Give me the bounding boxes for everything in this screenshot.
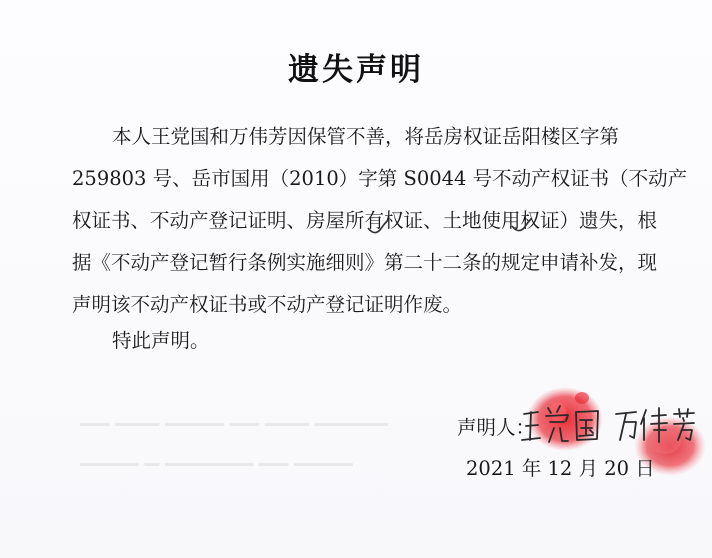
declaration-body	[72, 116, 688, 326]
declaration-date: 2021 年 12 月 20 日	[466, 457, 655, 480]
show-through-text: ▔▔ ▔▔▔ ▔▔▔▔ ▔▔ ▔▔▔ ▔▔▔▔▔ ▔▔▔▔ ▔ ▔▔▔▔▔▔ ▔▔ ▔▔▔▔	[80, 424, 388, 486]
body-line-4: 据《不动产登记暂行条例实施细则》第二十二条的规定申请补发，现	[72, 251, 658, 274]
handwritten-signature	[518, 394, 698, 454]
body-line-5: 声明该不动产权证书或不动产登记证明作废。	[72, 293, 463, 316]
body-line-2: 259803 号、岳市国用（2010）字第 S0044 号不动产权证书（不动产	[72, 167, 688, 190]
document-title: 遗失声明	[288, 52, 424, 88]
body-line-1: 本人王党国和万伟芳因保管不善，将岳房权证岳阳楼区字第	[112, 125, 620, 148]
declarant-label: 声明人：	[457, 416, 536, 439]
closing-statement: 特此声明。	[112, 329, 210, 352]
body-line-3: 权证书、不动产登记证明、房屋所有权证、土地使用权证）遗失，根	[72, 209, 658, 232]
